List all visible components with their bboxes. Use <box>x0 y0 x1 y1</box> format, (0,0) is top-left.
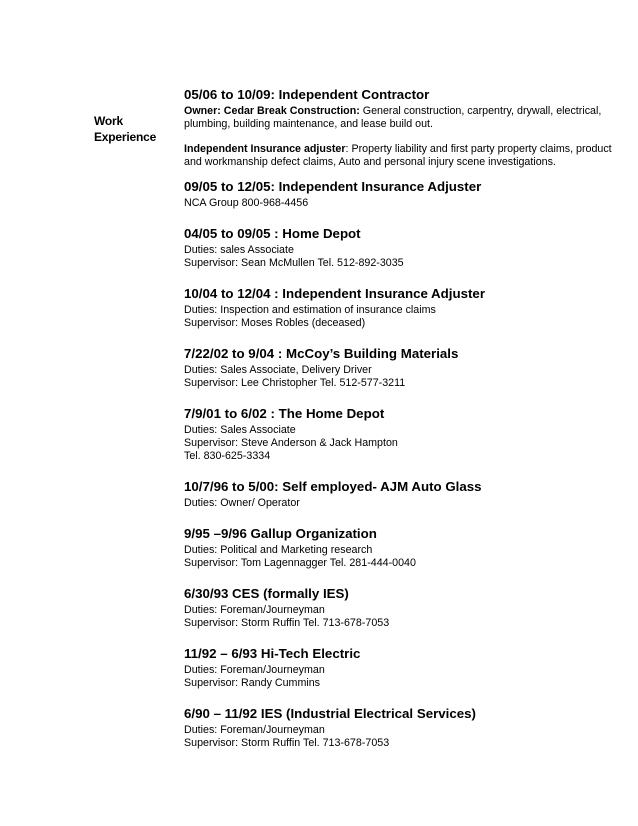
job-detail-line: Supervisor: Tom Lagennagger Tel. 281-444-0040 <box>184 557 416 569</box>
job-entry <box>184 225 624 270</box>
section-label-line-1: Work <box>94 114 123 128</box>
job-detail-line: Duties: Political and Marketing research <box>184 544 373 556</box>
job-detail-line: Duties: Owner/ Operator <box>184 497 300 509</box>
job-title: 10/7/96 to 5/00: Self employed- AJM Auto Glass <box>184 479 482 494</box>
job-detail-line: Supervisor: Lee Christopher Tel. 512-577-3211 <box>184 377 406 389</box>
job-title: 04/05 to 09/05 : Home Depot <box>184 226 361 241</box>
job-detail-line: Duties: Foreman/Journeyman <box>184 664 325 676</box>
job-title: 09/05 to 12/05: Independent Insurance Adjuster <box>184 179 482 194</box>
adjuster-label: Independent Insurance adjuster <box>184 143 346 155</box>
job-detail-line: Supervisor: Storm Ruffin Tel. 713-678-7053 <box>184 617 390 629</box>
job-entry <box>184 345 624 390</box>
job-description-owner <box>184 105 624 131</box>
job-detail-line: Duties: Sales Associate, Delivery Driver <box>184 364 372 376</box>
job-title: 6/30/93 CES (formally IES) <box>184 586 349 601</box>
job-detail-line: Duties: Sales Associate <box>184 424 296 436</box>
job-detail-line: Duties: Foreman/Journeyman <box>184 604 325 616</box>
section-label-line-2: Experience <box>94 130 157 144</box>
adjuster-text: : Property liability and first party property claims, product and workmanship defect claims, Auto and personal injury scene investigations. <box>184 143 612 168</box>
work-experience-list <box>184 86 624 765</box>
job-detail-line: Supervisor: Sean McMullen Tel. 512-892-3035 <box>184 257 404 269</box>
job-detail-line: Supervisor: Steve Anderson & Jack Hampton <box>184 437 398 449</box>
job-detail-line: Tel. 830-625-3334 <box>184 450 271 462</box>
section-label-work-experience <box>94 113 156 145</box>
job-title: 7/9/01 to 6/02 : The Home Depot <box>184 406 385 421</box>
job-entry <box>184 405 624 463</box>
job-entry <box>184 178 624 210</box>
job-entry <box>184 645 624 690</box>
job-detail-line: NCA Group 800-968-4456 <box>184 197 309 209</box>
job-title: 9/95 –9/96 Gallup Organization <box>184 526 377 541</box>
job-detail-line: Duties: Foreman/Journeyman <box>184 724 325 736</box>
job-title: 10/04 to 12/04 : Independent Insurance Adjuster <box>184 286 485 301</box>
job-entry <box>184 705 624 750</box>
job-title: 7/22/02 to 9/04 : McCoy’s Building Materials <box>184 346 459 361</box>
job-title: 11/92 – 6/93 Hi-Tech Electric <box>184 646 361 661</box>
job-entry <box>184 525 624 570</box>
job-title: 6/90 – 11/92 IES (Industrial Electrical Services) <box>184 706 476 721</box>
job-detail-line: Supervisor: Randy Cummins <box>184 677 321 689</box>
job-detail-line: Duties: sales Associate <box>184 244 294 256</box>
job-detail-line: Duties: Inspection and estimation of insurance claims <box>184 304 436 316</box>
job-entry <box>184 478 624 510</box>
job-description-adjuster <box>184 143 624 169</box>
owner-label: Owner: Cedar Break Construction: <box>184 105 360 117</box>
job-entry <box>184 285 624 330</box>
owner-text: General construction, carpentry, drywall, electrical, plumbing, building maintenance, and lease build out. <box>184 105 602 130</box>
job-entry <box>184 585 624 630</box>
job-detail-line: Supervisor: Moses Robles (deceased) <box>184 317 366 329</box>
job-detail-line: Supervisor: Storm Ruffin Tel. 713-678-7053 <box>184 737 390 749</box>
job-entry <box>184 86 624 169</box>
job-title: 05/06 to 10/09: Independent Contractor <box>184 87 430 102</box>
